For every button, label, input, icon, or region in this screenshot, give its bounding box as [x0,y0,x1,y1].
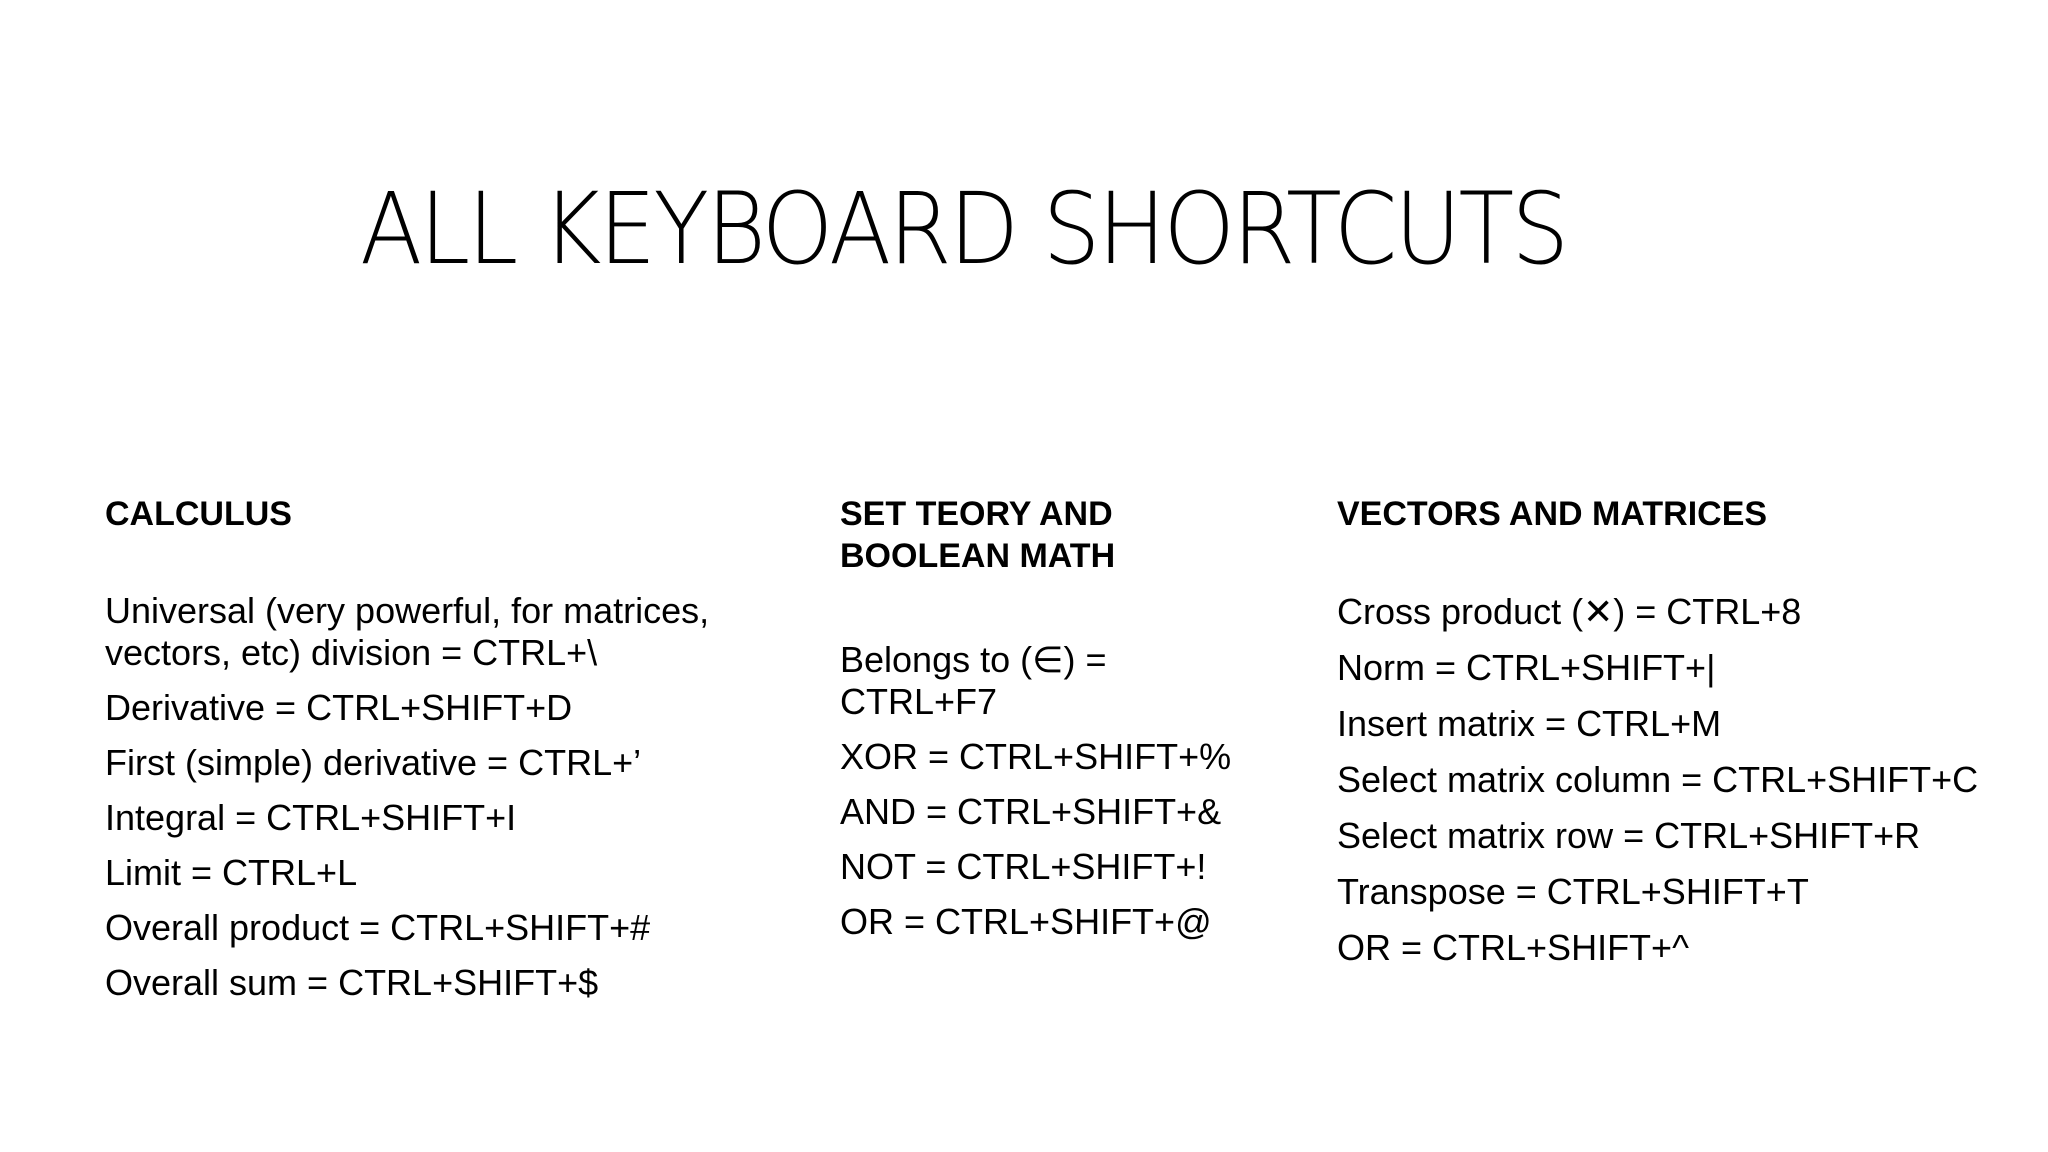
shortcut-item: Norm = CTRL+SHIFT+| [1337,647,1716,688]
shortcut-item: Limit = CTRL+L [105,852,358,893]
sets-column [840,493,1240,956]
shortcut-item: Universal (very powerful, for matrices, vectors, etc) division = CTRL+\ [105,590,710,673]
shortcut-item: AND = CTRL+SHIFT+& [840,791,1222,832]
calculus-heading: CALCULUS [105,495,292,533]
shortcut-item: First (simple) derivative = CTRL+’ [105,742,642,783]
shortcut-item: Select matrix row = CTRL+SHIFT+R [1337,815,1921,856]
shortcut-item: OR = CTRL+SHIFT+@ [840,901,1212,942]
shortcut-item: Select matrix column = CTRL+SHIFT+C [1337,759,1979,800]
vectors-shortcut-list [1337,591,2037,969]
sets-shortcut-list [840,639,1240,943]
calculus-shortcut-list [105,590,785,1004]
shortcut-item: NOT = CTRL+SHIFT+! [840,846,1207,887]
shortcut-item: Integral = CTRL+SHIFT+I [105,797,517,838]
slide-title: ALL KEYBOARD SHORTCUTS [360,172,1567,287]
shortcut-item: OR = CTRL+SHIFT+^ [1337,927,1689,968]
shortcut-item: Derivative = CTRL+SHIFT+D [105,687,573,728]
shortcut-item: Cross product (✕) = CTRL+8 [1337,591,1802,632]
vectors-heading: VECTORS AND MATRICES [1337,495,1768,533]
shortcut-item: XOR = CTRL+SHIFT+% [840,736,1232,777]
shortcut-item: Insert matrix = CTRL+M [1337,703,1722,744]
shortcut-item: Overall sum = CTRL+SHIFT+$ [105,962,599,1003]
shortcut-item: Transpose = CTRL+SHIFT+T [1337,871,1809,912]
calculus-column [105,493,785,1017]
vectors-column [1337,493,2037,983]
sets-heading: SET TEORY AND BOOLEAN MATH [840,495,1116,575]
shortcut-item: Overall product = CTRL+SHIFT+# [105,907,651,948]
shortcut-item: Belongs to (∈) = CTRL+F7 [840,639,1107,722]
